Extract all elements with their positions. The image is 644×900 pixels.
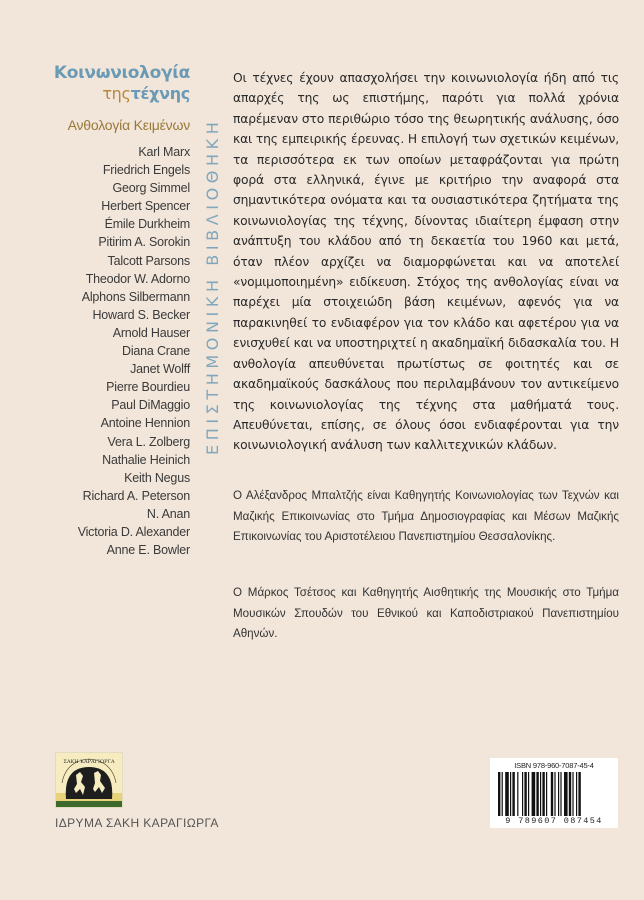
- barcode-number: 9 789607 087454: [505, 816, 603, 826]
- barcode-bar: [510, 772, 511, 816]
- author-item: Arnold Hauser: [112, 325, 190, 340]
- barcode-bar: [578, 772, 580, 816]
- author-item: Theodor W. Adorno: [85, 271, 190, 286]
- publisher-name: ΙΔΡΥΜΑ ΣΑΚΗ ΚΑΡΑΓΙΩΡΓΑ: [55, 816, 219, 830]
- barcode-bar: [564, 772, 568, 816]
- barcode-bar: [512, 772, 514, 816]
- barcode-bar: [576, 772, 577, 816]
- author-item: Friedrich Engels: [102, 163, 190, 178]
- barcode-bar: [522, 772, 523, 816]
- author-item: Karl Marx: [138, 145, 190, 159]
- author-item: Alphons Silbermann: [81, 289, 190, 304]
- author-item: Talcott Parsons: [107, 253, 190, 268]
- book-title-line1: Κοινωνιολογία: [53, 63, 190, 83]
- barcode-bar: [517, 772, 518, 816]
- barcode-bar: [551, 772, 553, 816]
- author-item: Paul DiMaggio: [111, 398, 190, 413]
- sidebar: [40, 62, 190, 559]
- barcode-bar: [572, 772, 573, 816]
- author-item: Nathalie Heinich: [102, 452, 190, 467]
- foundation-emblem-icon: [56, 753, 122, 807]
- title-noun: τέχνης: [130, 84, 190, 103]
- bio-text: Ο Αλέξανδρος Μπαλτζής είναι Καθηγητής Κοινωνιολογίας των Τεχνών και Μαζικής Επικοινωνίας στο Τμήμα Δημοσιογραφίας και Μέσων Μαζικής Επικοινωνίας του Αριστοτέλειου Πανεπιστημίου Θεσσαλονίκης.: [233, 489, 619, 543]
- barcode-bar: [502, 772, 503, 816]
- barcode-bar: [532, 772, 536, 816]
- author-item: Pierre Bourdieu: [106, 380, 190, 395]
- title-article: της: [102, 84, 131, 103]
- author-item: Pitirim A. Sorokin: [98, 235, 190, 250]
- barcode-bar: [498, 772, 500, 816]
- isbn-label: ISBN 978-960-7087-45-4: [514, 761, 594, 770]
- barcode-bar: [546, 772, 547, 816]
- author-item: Antoine Hennion: [100, 416, 190, 431]
- barcode-bar: [528, 772, 529, 816]
- editor-bio-1: [233, 486, 619, 548]
- publisher-logo: [55, 752, 123, 808]
- svg-text:ΣΑΚΗ ΚΑΡΑΓΙΩΡΓΑ: ΣΑΚΗ ΚΑΡΑΓΙΩΡΓΑ: [63, 759, 115, 765]
- author-item: Herbert Spencer: [101, 199, 190, 214]
- author-item: Janet Wolff: [130, 362, 190, 377]
- author-item: Howard S. Becker: [92, 307, 190, 322]
- author-item: Émile Durkheim: [104, 217, 190, 232]
- author-item: Georg Simmel: [112, 181, 190, 196]
- book-title-line2: [40, 84, 190, 104]
- author-item: Victoria D. Alexander: [77, 524, 190, 539]
- back-cover-blurb: [233, 68, 619, 456]
- bio-text: Ο Μάρκος Τσέτσος και Καθηγητής Αισθητικής της Μουσικής στο Τμήμα Μουσικών Σπουδών του Εθνικού και Καποδιστριακού Πανεπιστημίου Αθηνών.: [233, 586, 619, 640]
- barcode-bar: [536, 772, 538, 816]
- barcode-bar: [540, 772, 541, 816]
- book-subtitle: Ανθολογία Κειμένων: [67, 117, 190, 133]
- barcode-bar: [554, 772, 555, 816]
- author-item: N. Anan: [146, 506, 190, 521]
- author-item: Richard A. Peterson: [82, 488, 190, 503]
- author-list: [40, 143, 190, 559]
- blurb-text: Οι τέχνες έχουν απασχολήσει την κοινωνιολογία ήδη από τις απαρχές της ως επιστήμης, παρότι για πολλά χρόνια παρέμεναν στο περιθώριο τόσο της θεωρητικής ανάλυσης, όσο και της εμπειρικής έρευνας. Η επιλογή των σχετικών κειμένων, τα περισσότερα εκ των οποίων μεταφράζονται για πρώτη φορά στα ελληνικά, έγινε με κριτήριο την αναφορά στα σημαντικότερα ονόματα και τα ουσιαστικότερα ζητήματα της κοινωνιολογίας της τέχνης, δίνοντας ιδιαίτερη έμφαση στην ανάπτυξη του κλάδου από τη δεκαετία του 1960 και μετά, όταν πλέον αρχίζει να διαμορφώνεται και να αποτελεί «νομιμοποιημένη» ειδίκευση. Στόχος της ανθολογίας είναι να παρέχει μία στοιχειώδη βάση κειμένων, αφενός για να παρακινηθεί το ενδιαφέρον για τον κλάδο και αφετέρου για να ενισχυθεί και να υποστηριχτεί η ακαδημαϊκή διδασκαλία του. Η ανθολογία απευθύνεται πρωτίστως σε φοιτητές και σε ακαδημαϊκούς δασκάλους που περιλαμβάνουν τον αντικείμενο της κοινωνιολογίας της τέχνης στα μαθήματά τους. Απευθύνεται, επίσης, σε όλους όσοι ενδιαφέρονται για την κοινωνιολογική ανάλυση των καλλιτεχνικών κλάδων.: [233, 71, 619, 453]
- barcode-icon: [496, 772, 612, 816]
- author-item: Keith Negus: [124, 470, 190, 485]
- author-item: Diana Crane: [122, 344, 190, 359]
- barcode-bar: [569, 772, 571, 816]
- barcode-bar: [542, 772, 544, 816]
- author-item: Vera L. Zolberg: [107, 434, 190, 449]
- barcode-bar: [558, 772, 559, 816]
- isbn-barcode: [490, 758, 618, 828]
- barcode-bar: [560, 772, 561, 816]
- barcode-bar: [524, 772, 526, 816]
- author-item: Anne E. Bowler: [106, 543, 190, 558]
- barcode-bar: [505, 772, 509, 816]
- series-label: ΕΠΙΣΤΗΜΟΝΙΚΗ ΒΙΒΛΙΟΘΗΚΗ: [203, 117, 222, 455]
- editor-bio-2: [233, 583, 619, 645]
